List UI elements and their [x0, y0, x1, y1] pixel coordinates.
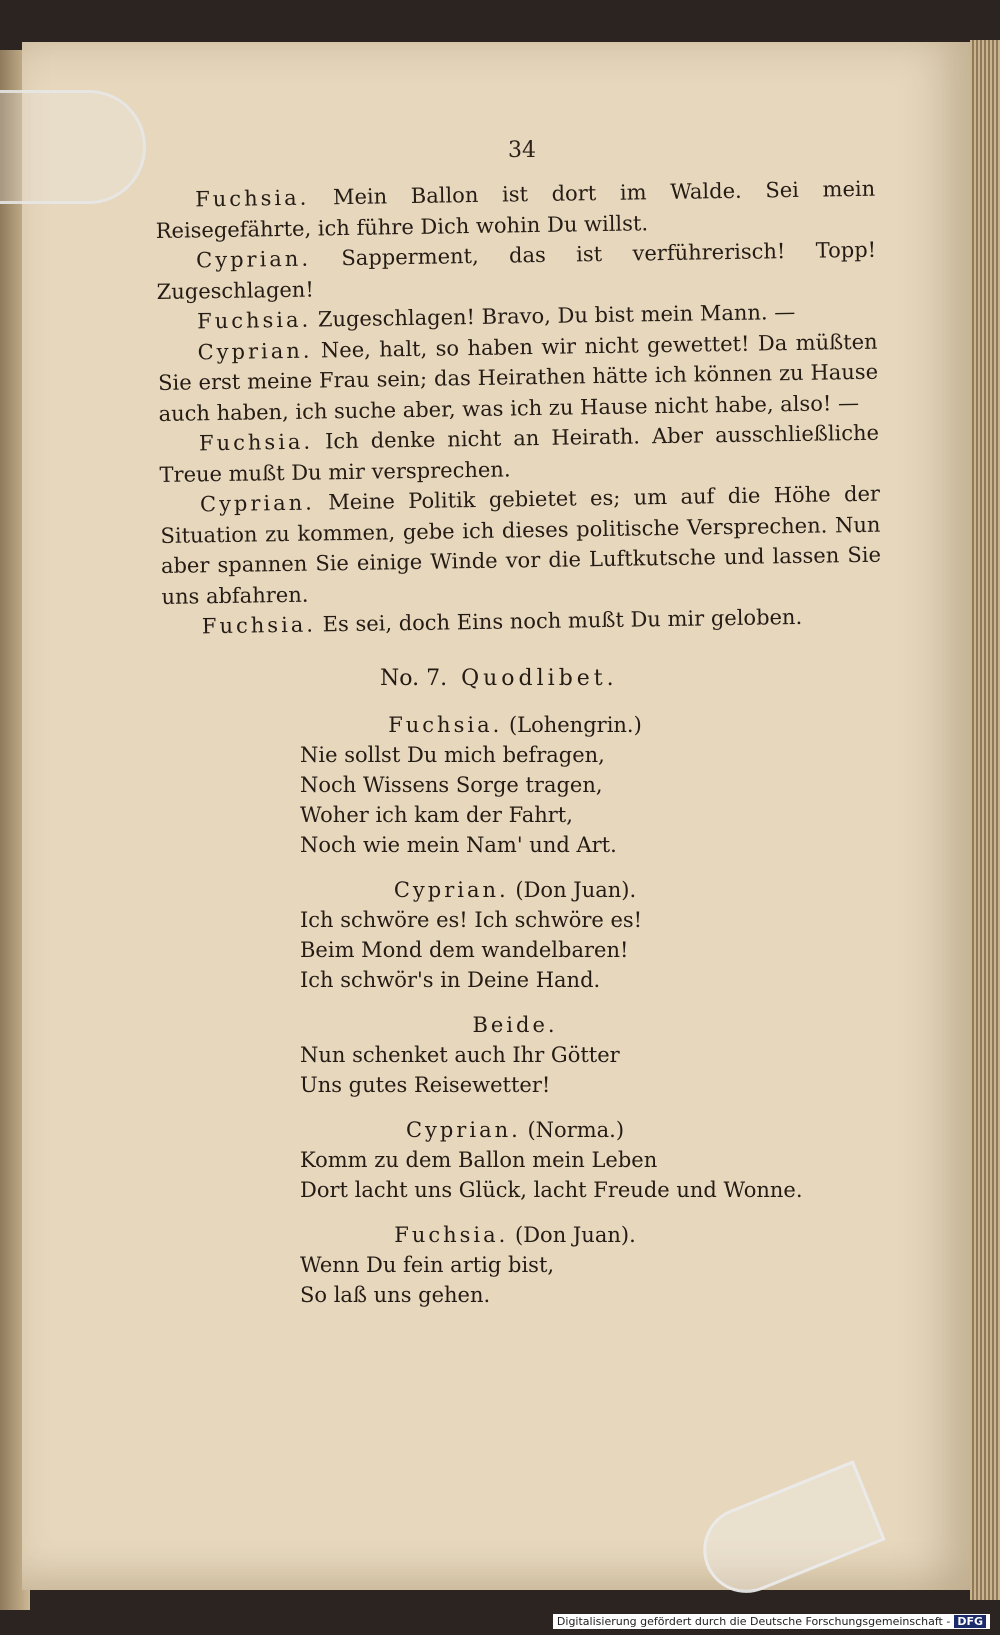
verse-line: So laß uns gehen.	[300, 1283, 491, 1307]
verse-block	[300, 1220, 820, 1310]
verse-block	[300, 710, 820, 860]
dialogue-text: Zugeschlagen! Bravo, Du bist mein Mann. —	[317, 299, 796, 332]
verse-line: Nie sollst Du mich befragen,	[300, 743, 605, 767]
speaker-name: Fuchsia.	[198, 429, 314, 456]
speaker-name: Cyprian.	[197, 338, 313, 364]
speaker-name: Fuchsia.	[388, 713, 503, 737]
speaker-name: Cyprian.	[199, 490, 316, 517]
dfg-logo: DFG	[954, 1615, 986, 1628]
dialogue-paragraph	[160, 479, 882, 612]
dialogue-text: Sapperment, das ist verführerisch! Topp! Zugeschlagen!	[156, 237, 877, 304]
speaker-name: Fuchsia.	[201, 612, 317, 639]
speaker-name: Fuchsia.	[196, 307, 312, 334]
digitization-credit	[553, 1614, 990, 1629]
section-number: No. 7.	[380, 666, 448, 691]
dialogue-paragraph	[156, 235, 877, 307]
dialogue-text: Meine Politik gebietet es; um auf die Höhe der Situation zu kommen, gebe ich dieses politische Versprechen. Nun aber spannen Sie einige Winde vor die Luftkutsche und lassen Sie uns abfahren.	[160, 481, 882, 609]
verse-line: Noch Wissens Sorge tragen,	[300, 773, 603, 797]
prose-dialogue	[155, 174, 882, 643]
verse-line: Uns gutes Reisewetter!	[300, 1073, 551, 1097]
speaker-name: Cyprian.	[196, 246, 312, 273]
speaker-name: Cyprian.	[405, 1118, 521, 1142]
dialogue-text: Nee, halt, so haben wir nicht gewettet! Da müßten Sie erst meine Frau sein; das Heirathen hätte ich können zu Hause auch haben, ich suche aber, was ich zu Hause nicht habe, also! —	[157, 329, 879, 426]
melody-note: (Don Juan).	[515, 1223, 636, 1247]
credit-text: Digitalisierung gefördert durch die Deutsche Forschungsgemeinschaft -	[556, 1615, 951, 1628]
verse-line: Dort lacht uns Glück, lacht Freude und Wonne.	[300, 1178, 803, 1202]
page-number: 34	[508, 138, 536, 163]
speaker-name: Beide.	[472, 1013, 558, 1037]
verse-speaker	[300, 710, 730, 740]
melody-note: (Lohengrin.)	[508, 713, 642, 737]
speaker-name: Fuchsia.	[195, 185, 310, 212]
melody-note: (Norma.)	[527, 1118, 625, 1142]
verse-line: Woher ich kam der Fahrt,	[300, 803, 573, 827]
dialogue-text: Mein Ballon ist dort im Walde. Sei mein Reisegefährte, ich führe Dich wohin Du willst.	[155, 176, 876, 243]
dialogue-text: Ich denke nicht an Heirath. Aber ausschließliche Treue mußt Du mir versprechen.	[159, 420, 880, 487]
dialogue-paragraph	[155, 174, 876, 246]
verse-line: Nun schenket auch Ihr Götter	[300, 1043, 620, 1067]
verse-block	[300, 875, 820, 995]
verse-speaker	[300, 875, 730, 905]
verse-line: Ich schwöre es! Ich schwöre es!	[300, 908, 643, 932]
verse-speaker	[300, 1115, 730, 1145]
dialogue-text: Es sei, doch Eins noch mußt Du mir geloben.	[322, 604, 803, 637]
section-title: Quodlibet.	[461, 666, 618, 691]
melody-note: (Don Juan).	[515, 878, 637, 902]
verse-line: Ich schwör's in Deine Hand.	[300, 968, 601, 992]
verse-block	[300, 1010, 820, 1100]
speaker-name: Fuchsia.	[394, 1223, 509, 1247]
section-heading	[380, 666, 618, 691]
verse-section	[300, 710, 820, 1325]
verse-line: Komm zu dem Ballon mein Leben	[300, 1148, 658, 1172]
paper-clip-icon	[0, 90, 146, 204]
verse-line: Wenn Du fein artig bist,	[300, 1253, 555, 1277]
dialogue-paragraph	[157, 326, 878, 429]
verse-block	[300, 1115, 820, 1205]
verse-speaker	[300, 1220, 730, 1250]
speaker-name: Cyprian.	[393, 878, 509, 902]
verse-speaker	[300, 1010, 730, 1040]
page-stack-edge	[970, 40, 1000, 1600]
verse-line: Beim Mond dem wandelbaren!	[300, 938, 629, 962]
verse-line: Noch wie mein Nam' und Art.	[300, 833, 617, 857]
dialogue-paragraph	[159, 418, 880, 490]
